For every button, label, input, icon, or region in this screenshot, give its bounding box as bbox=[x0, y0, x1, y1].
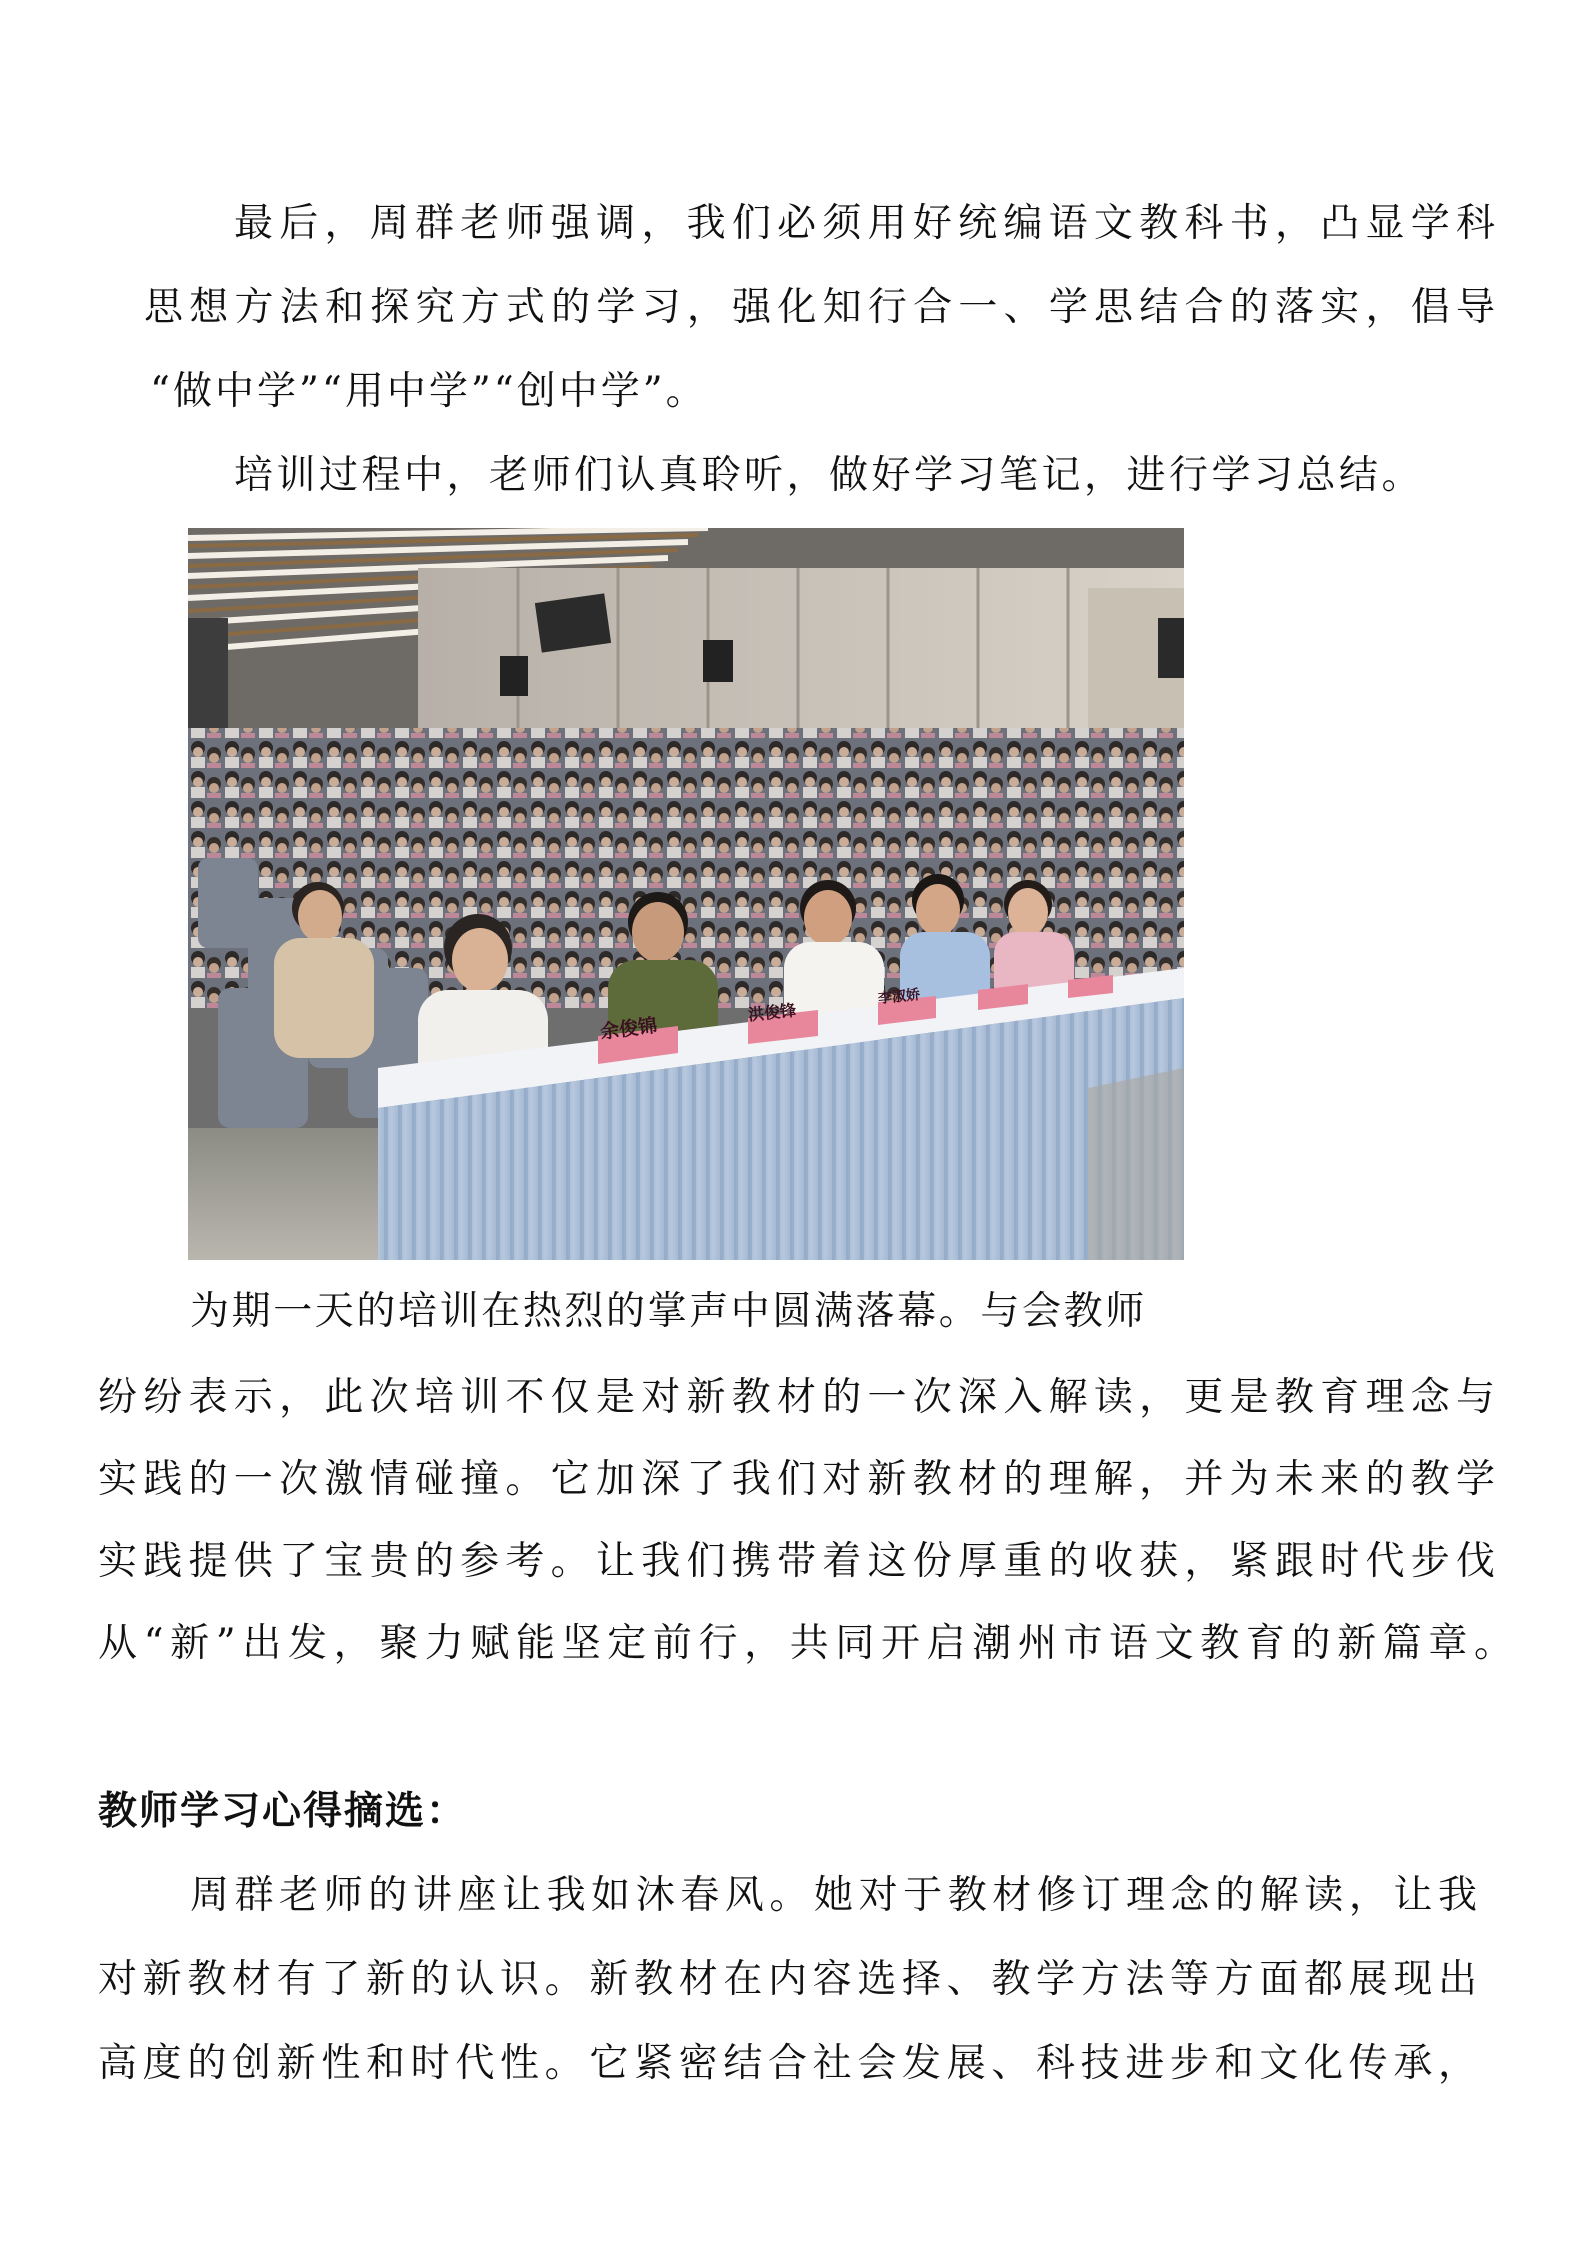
text-line: 为期一天的培训在热烈的掌声中圆满落幕。与会教师 bbox=[190, 1289, 1147, 1334]
training-photo bbox=[188, 528, 1184, 1260]
name-card: 李淑娇 bbox=[877, 986, 921, 1008]
name-card: 余俊锦 bbox=[599, 1014, 659, 1044]
text-line: 最后，周群老师强调，我们必须用好统编语文教科书，凸显学科 bbox=[234, 201, 1498, 246]
text-line: 周群老师的讲座让我如沐春风。她对于教材修订理念的解读，让我 bbox=[190, 1873, 1480, 1918]
section-heading: 教师学习心得摘选： bbox=[98, 1789, 468, 1834]
text-line: 纷纷表示，此次培训不仅是对新教材的一次深入解读，更是教育理念与 bbox=[98, 1375, 1498, 1420]
text-line: 实践提供了宝贵的参考。让我们携带着这份厚重的收获，紧跟时代步伐 bbox=[98, 1539, 1498, 1584]
text-line: 思想方法和探究方式的学习，强化知行合一、学思结合的落实，倡导 bbox=[144, 285, 1498, 330]
paragraph-training-process: 培训过程中，老师们认真聆听，做好学习笔记，进行学习总结。 bbox=[234, 453, 1425, 498]
text-line: 实践的一次激情碰撞。它加深了我们对新教材的理解，并为未来的教学 bbox=[98, 1457, 1498, 1502]
name-card: 洪俊锋 bbox=[747, 1000, 797, 1025]
text-line: 对新教材有了新的认识。新教材在内容选择、教学方法等方面都展现出 bbox=[98, 1957, 1480, 2002]
text-line: “做中学”“用中学”“创中学”。 bbox=[150, 369, 708, 414]
text-line: 高度的创新性和时代性。它紧密结合社会发展、科技进步和文化传承， bbox=[98, 2041, 1480, 2086]
text-line: 从“新”出发，聚力赋能坚定前行，共同开启潮州市语文教育的新篇章。 bbox=[98, 1621, 1516, 1666]
